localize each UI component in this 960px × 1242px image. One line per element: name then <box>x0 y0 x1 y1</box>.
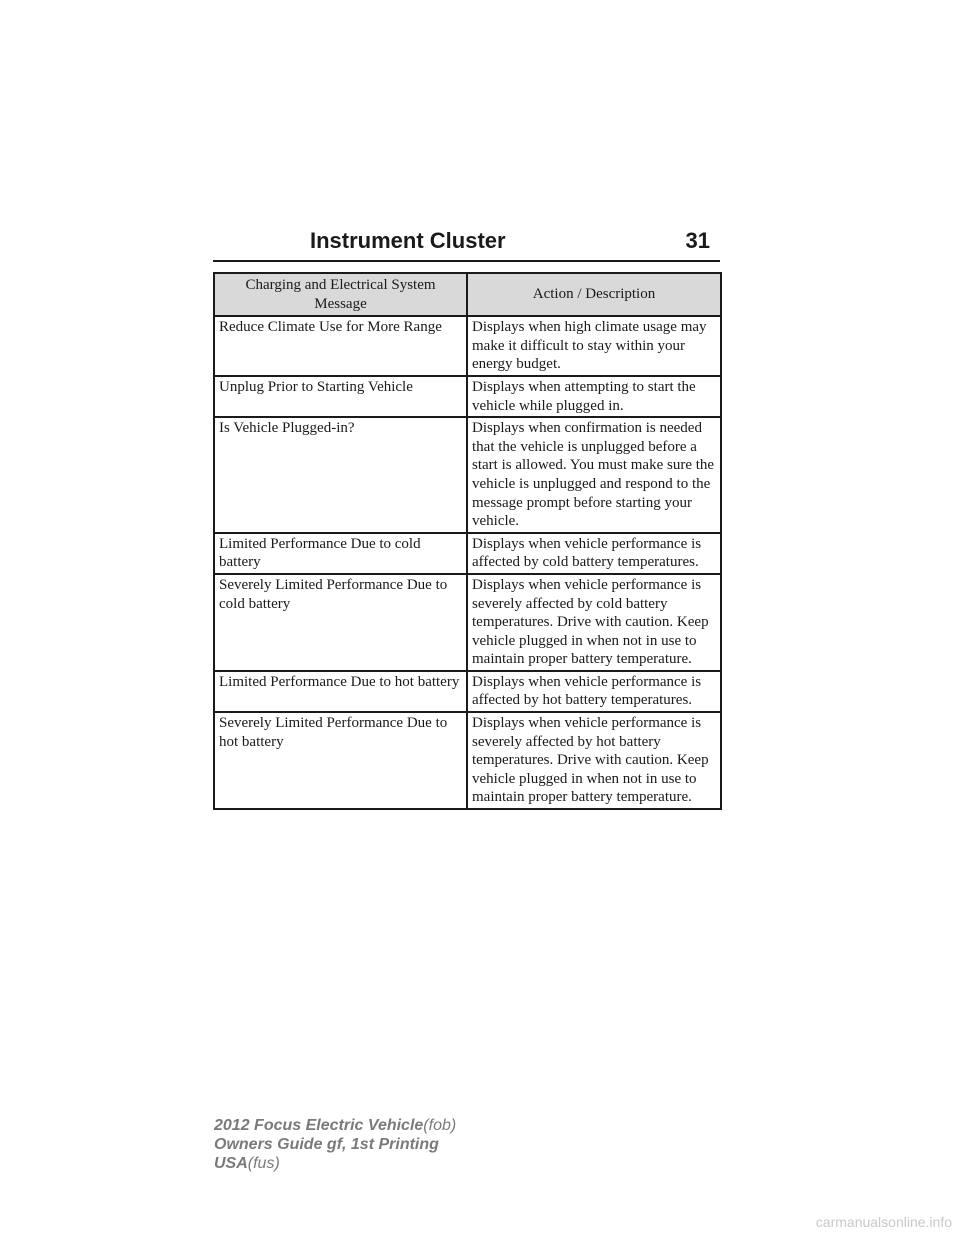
footer-printing: Owners Guide gf, 1st Printing <box>214 1136 439 1153</box>
message-table <box>213 272 722 810</box>
footer-vehicle: 2012 Focus Electric Vehicle <box>214 1117 424 1134</box>
watermark: carmanualsonline.info <box>815 1214 952 1230</box>
table-row <box>214 671 721 712</box>
table-row <box>214 574 721 671</box>
description-cell: Displays when vehicle performance is affected by cold battery temperatures. <box>467 533 721 574</box>
table-row <box>214 376 721 417</box>
footer-market: USA <box>214 1155 248 1172</box>
message-cell: Severely Limited Performance Due to cold battery <box>214 574 467 671</box>
footer-vehicle-code: (fob) <box>423 1117 457 1134</box>
message-cell: Limited Performance Due to cold battery <box>214 533 467 574</box>
description-cell: Displays when vehicle performance is severely affected by cold battery temperatures. Drive with caution. Keep vehicle plugged in when not in use to maintain proper battery temperature. <box>467 574 721 671</box>
message-cell: Severely Limited Performance Due to hot battery <box>214 712 467 809</box>
page-title: Instrument Cluster <box>310 228 506 253</box>
message-cell: Limited Performance Due to hot battery <box>214 671 467 712</box>
description-cell: Displays when confirmation is needed that the vehicle is unplugged before a start is allowed. You must make sure the vehicle is unplugged and respond to the message prompt before starting your vehicle. <box>467 417 721 533</box>
description-cell: Displays when high climate usage may make it difficult to stay within your energy budget. <box>467 316 721 376</box>
document-footer <box>214 1116 456 1173</box>
description-cell: Displays when attempting to start the vehicle while plugged in. <box>467 376 721 417</box>
message-cell: Unplug Prior to Starting Vehicle <box>214 376 467 417</box>
footer-line-1 <box>214 1116 456 1135</box>
description-cell: Displays when vehicle performance is severely affected by hot battery temperatures. Drive with caution. Keep vehicle plugged in when not in use to maintain proper battery temperature. <box>467 712 721 809</box>
column-header-description: Action / Description <box>467 273 721 316</box>
page-header <box>213 226 720 262</box>
table-header-row <box>214 273 721 316</box>
footer-line-3 <box>214 1154 456 1173</box>
table-row <box>214 712 721 809</box>
description-cell: Displays when vehicle performance is affected by hot battery temperatures. <box>467 671 721 712</box>
message-cell: Reduce Climate Use for More Range <box>214 316 467 376</box>
table-row <box>214 533 721 574</box>
column-header-message: Charging and Electrical System Message <box>214 273 467 316</box>
table-row <box>214 316 721 376</box>
page-number: 31 <box>685 228 710 253</box>
message-cell: Is Vehicle Plugged-in? <box>214 417 467 533</box>
table-row <box>214 417 721 533</box>
footer-market-code: (fus) <box>247 1155 280 1172</box>
